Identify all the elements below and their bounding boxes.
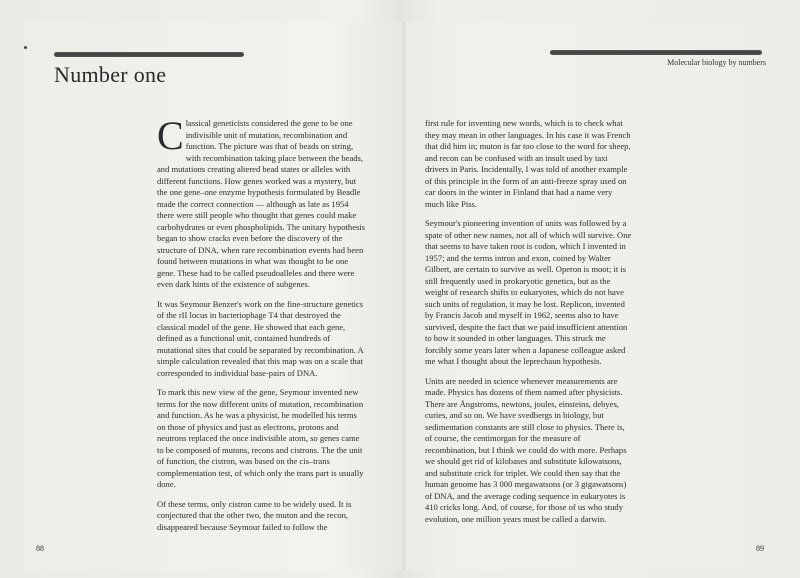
page-number-left: 88 [36, 544, 44, 553]
page-surface [24, 22, 784, 570]
drop-cap: C [157, 113, 184, 158]
paragraph: To mark this new view of the gene, Seymour invented new terms for the now different units of mutation, recombination and function. As he was a physicist, he modelled his terms on those of physics and just as electrons, protons and neutrons replaced the once indivisible atom, so genes came to be composed of mutons, recons and cistrons. The the unit of function, the cistron, was based on the cis–trans complementation test, of which only the trans part is usually done. [157, 387, 364, 489]
paragraph: first rule for inventing new words, which is to check what they may mean in other languages. In his case it was French that did him in; muton is far too close to the word for sheep, and recon can be confused with an insult used by taxi drivers in Paris. Incidentally, I was told of another example of this principle in the form of an anti-freeze spray used on car doors in the winter in Finland that had a name very much like Piss. [425, 118, 631, 209]
page-number-right: 89 [756, 544, 764, 553]
left-text-column [157, 113, 366, 541]
paragraph: Seymour's pioneering invention of units was followed by a spate of other new names, not all of which will survive. One that seems to have taken root is codon, which I invented in 1957; and the terms intron and exon, coined by Walter Gilbert, are certain to survive as well. Operon is moot; it is still frequently used in prokaryotic genetics, but as the weight of research shifts to eukaryotes, which do not have such units of regulation, it may be lost. Replicon, invented by Francis Jacob and myself in 1962, seems also to have survived, despite the fact that we paid insufficient attention to how it sounded in other languages. This struck me forcibly some years later when a Japanese colleague asked me what I thought about the leprechaun hypothesis. [425, 218, 632, 366]
chapter-title: Number one [54, 62, 167, 87]
brush-stroke-left [54, 52, 244, 57]
paragraph: It was Seymour Benzer's work on the fine-structure genetics of the rII locus in bacteriophage T4 that destroyed the classical model of the gene. He showed that each gene, defined as a functional unit, contained hundreds of mutational sites that could be separated by recombination. A simple calculation revealed that this map was on a scale that corresponded to individual base-pairs of DNA. [157, 298, 364, 378]
paragraph: Units are needed in science whenever measurements are made. Physics has dozens of them named after physicists. There are Ångstroms, newtons, joules, einsteins, debyes, curies, and so on. We have svedbergs in biology, but sedimentation constants are still close to physics. There is, of course, the centimorgan for the measure of recombination, but I think we could do with more. Perhaps we should get rid of kilobases and substitute kilowatsons, and substitute crick for triplet. We could then say that the human genome has 3 000 megawatsons (or 3 gigawatsons) of DNA, and the average coding sequence in eukaryotes is 410 cricks long. And, of course, for those of us who study evolution, one million years must be called a darwin. [425, 375, 627, 524]
brush-stroke-right [550, 50, 762, 55]
running-head: Molecular biology by numbers [667, 58, 766, 67]
dust-speck [24, 46, 27, 49]
right-text-column [425, 118, 633, 533]
paragraph: Of these terms, only cistron came to be widely used. It is conjectured that the other two, the muton and the recon, disappeared because Seymour failed to follow the [157, 498, 352, 532]
paragraph: Classical geneticists considered the gene to be one indivisible unit of mutation, recombination and function. The picture was that of beads on string, with recombination taking place between the beads, and mutations creating altered bead states or alleles with different functions. How genes worked was a mystery, but the one gene–one enzyme hypothesis formulated by Beadle made the correct connection — although as late as 1954 there were still people who thought that genes could make carbohydrates or even phospholipids. The unitary hypothesis began to show cracks even before the discovery of the structure of DNA, when rare recombination events had been found between mutations in what was thought to be one gene. These had to be called pseudoalleles and there were even dark hints of the existence of subgenes. [157, 113, 366, 289]
